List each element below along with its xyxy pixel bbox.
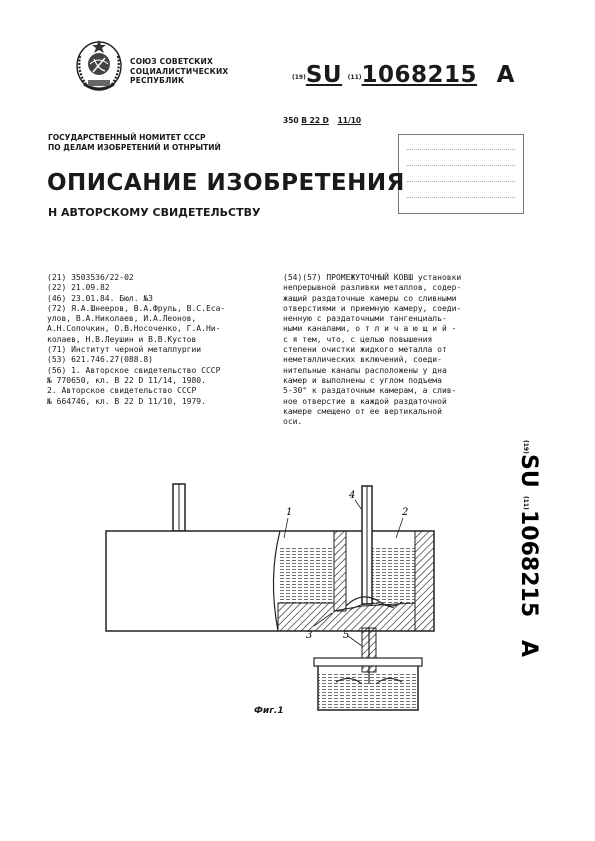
committee-line: ГОСУДАРСТВЕННЫЙ НОМИТЕТ СССР	[48, 133, 206, 142]
abstract-line: неметаллических включений, соеди-	[283, 355, 442, 365]
union-line: РЕСПУБЛИК	[130, 76, 185, 85]
abstract-line: 5-30° к раздаточным камерам, а слив-	[283, 386, 457, 396]
figure-label: 3	[306, 630, 313, 641]
biblio-line: А.Н.Сопочкин, О.В.Носоченко, Г.А.Ни-	[47, 324, 221, 334]
abstract-line: отверстиями и приемную камеру, соеди-	[283, 303, 462, 313]
mould-liquid	[319, 674, 417, 709]
figure-label: 4	[349, 490, 356, 501]
ipc-group: 11/10	[337, 116, 362, 125]
vertical-kind: A	[516, 640, 541, 658]
ipc-code-num: 350	[283, 116, 299, 125]
liquid-metal	[278, 548, 334, 603]
abstract-line: с я тем, что, с целью повышения	[283, 334, 433, 344]
biblio-line: улов, В.А.Николаев, И.А.Леонов,	[47, 314, 197, 324]
abstract-line: ное отверстие в каждой раздаточной	[283, 396, 447, 406]
chamber-wall	[334, 531, 346, 611]
vertical-prefix: (19)	[522, 440, 529, 454]
committee-line: ПО ДЕЛАМ ИЗОБРЕТЕНИЙ И ОТНРЫТИЙ	[48, 143, 221, 152]
vertical-number: 1068215	[516, 510, 541, 618]
abstract-line: непрерывной разливки металлов, содер-	[283, 283, 462, 293]
document-title: ОПИСАНИЕ ИЗОБРЕТЕНИЯ	[47, 170, 405, 196]
union-line: СОЮЗ СОВЕТСКИХ	[130, 57, 213, 66]
bibliographic-data	[47, 273, 225, 407]
biblio-line: (21) 3503536/22-02	[47, 273, 134, 282]
committee-name	[48, 133, 221, 153]
biblio-line: № 664746, кл. В 22 D 11/10, 1979.	[47, 396, 206, 406]
figure-caption: Фиг.1	[254, 706, 284, 716]
figure-label: 1	[286, 507, 293, 518]
biblio-line: (22) 21.09.82	[47, 283, 110, 293]
library-stamp	[398, 134, 524, 214]
abstract-text	[283, 273, 461, 427]
biblio-line: колаев, Н.В.Леушин и В.В.Кустов	[47, 334, 197, 344]
figure-label: 2	[402, 507, 409, 518]
document-number: 1068215	[361, 62, 478, 88]
document-subtitle: Н АВТОРСКОМУ СВИДЕТЕЛЬСТВУ	[48, 206, 261, 219]
biblio-line: (56) 1. Авторское свидетельство СССР	[47, 365, 221, 375]
abstract-line: оси.	[283, 417, 303, 427]
biblio-line: (53) 621.746.27(088.8)	[47, 355, 153, 365]
vertical-mid: (11)	[522, 496, 529, 510]
ipc-classification	[283, 116, 361, 125]
publication-number	[292, 62, 515, 88]
abstract-line: камер и выполнены с углом подъема	[283, 375, 442, 385]
abstract-line: нительные каналы расположены у дна	[283, 365, 447, 375]
biblio-line: (72) Я.А.Шнееров, В.А.Фруль, В.С.Еса-	[47, 303, 226, 313]
abstract-line: степени очистки жидкого металла от	[283, 345, 447, 355]
kind-code-num: (11)	[347, 74, 362, 81]
chamber-wall	[415, 531, 434, 631]
country-code: SU	[305, 62, 343, 88]
abstract-line: (54)(57) ПРОМЕЖУТОЧНЫЙ КОВШ установки	[283, 273, 462, 282]
ussr-emblem-icon	[74, 38, 124, 98]
biblio-line: (46) 23.01.84. Бюл. №3	[47, 293, 153, 303]
biblio-line: (71) Институт черной металлургии	[47, 345, 202, 355]
abstract-line: жащий раздаточные камеры со сливными	[283, 293, 457, 303]
ipc-class: В 22 D	[301, 116, 329, 125]
country-code-num: (19)	[292, 74, 306, 81]
abstract-line: ными каналами, о т л и ч а ю щ и й -	[283, 324, 457, 334]
union-line: СОЦИАЛИСТИЧЕСКИХ	[130, 66, 229, 76]
abstract-line: камере смещено от ее вертикальной	[283, 406, 442, 416]
biblio-line: 2. Авторское свидетельство СССР	[47, 386, 197, 396]
vertical-publication-number	[506, 440, 541, 670]
kind-code: A	[496, 62, 515, 88]
union-name	[130, 57, 228, 86]
patent-figure	[100, 478, 445, 726]
figure-label: 5	[343, 630, 350, 641]
biblio-line: № 770650, кл. В 22 D 11/14, 1980.	[47, 375, 206, 385]
abstract-line: ненную с раздаточными тангенциаль-	[283, 314, 447, 324]
vertical-country: SU	[516, 454, 541, 488]
